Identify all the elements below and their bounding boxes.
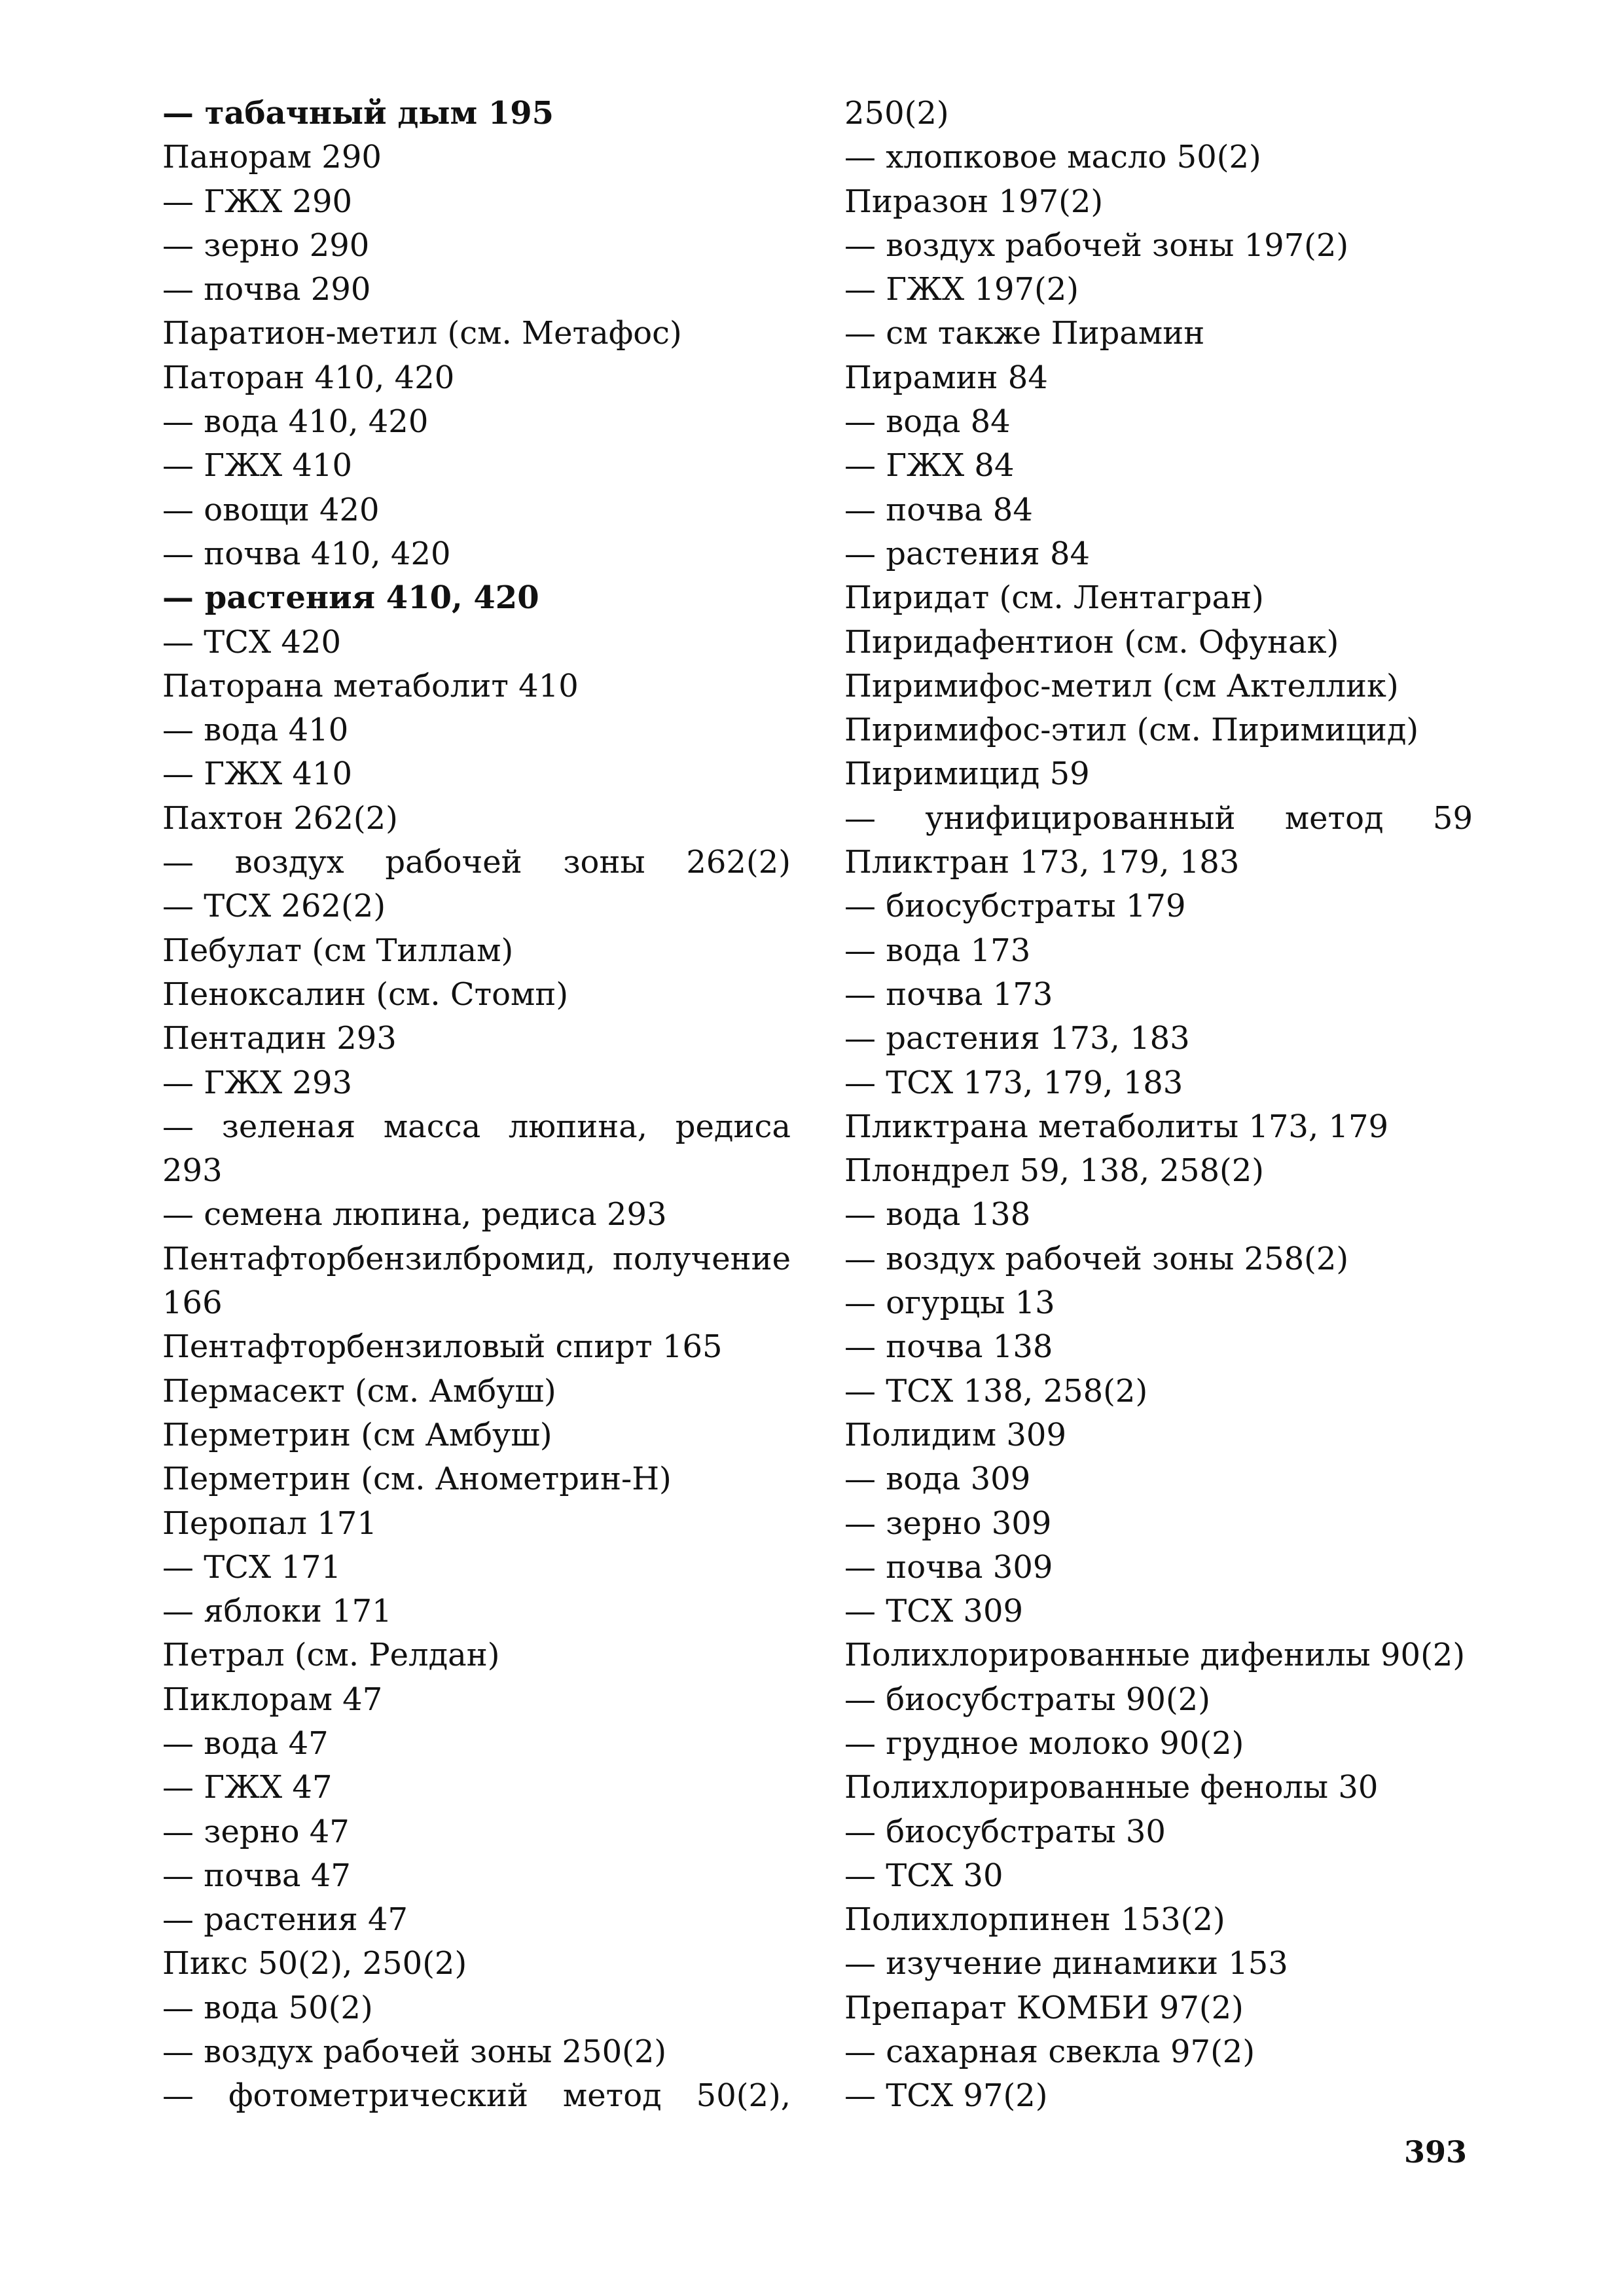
index-entry: — ГЖХ 47	[162, 1769, 333, 1806]
index-entry: Пликтран 173, 179, 183	[844, 844, 1240, 881]
index-entry: Пиклорам 47	[162, 1681, 383, 1718]
index-entry: 250(2)	[844, 95, 949, 132]
index-entry: Паратион-метил (см. Метафос)	[162, 315, 682, 352]
index-entry: Пиразон 197(2)	[844, 183, 1104, 220]
index-entry: — вода 47	[162, 1724, 329, 1762]
index-entry: — почва 410, 420	[162, 535, 451, 572]
page-number: 393	[1403, 2134, 1467, 2170]
index-entry: Препарат КОМБИ 97(2)	[844, 1989, 1244, 2026]
index-entry: — растения 173, 183	[844, 1020, 1190, 1057]
index-entry: — растения 410, 420	[162, 579, 539, 617]
index-entry: — ТСХ 173, 179, 183	[844, 1064, 1183, 1101]
index-entry: — семена люпина, редиса 293	[162, 1196, 667, 1233]
index-entry: Пахтон 262(2)	[162, 799, 398, 837]
index-entry: Пликтрана метаболиты 173, 179	[844, 1108, 1389, 1145]
index-entry: — зерно 290	[162, 227, 370, 264]
index-entry: — биосубстраты 179	[844, 888, 1186, 925]
index-entry: Пермасект (см. Амбуш)	[162, 1372, 556, 1410]
index-entry: Петрал (см. Релдан)	[162, 1637, 500, 1674]
index-entry: — вода 84	[844, 403, 1011, 441]
index-entry: Полихлорпинен 153(2)	[844, 1901, 1225, 1939]
index-entry: — зерно 47	[162, 1813, 350, 1850]
index-entry: Патоpан 410, 420	[162, 359, 455, 396]
index-entry: — ГЖХ 84	[844, 447, 1015, 484]
index-entry: Перметрин (см Амбуш)	[162, 1416, 552, 1453]
index-entry: Паторана метаболит 410	[162, 667, 579, 704]
index-entry: 166	[162, 1285, 223, 1322]
index-entry: — растения 47	[162, 1901, 408, 1939]
index-entry: — ГЖХ 197(2)	[844, 271, 1079, 308]
index-entry: — вода 173	[844, 932, 1031, 969]
index-entry: — почва 173	[844, 975, 1053, 1013]
index-entry: 293	[162, 1152, 223, 1190]
index-entry: — табачный дым 195	[162, 95, 554, 132]
index-entry: Пентафторбензиловый спирт 165	[162, 1328, 723, 1366]
index-entry: — воздух рабочей зоны 250(2)	[162, 2033, 667, 2071]
index-entry: Пебулат (см Тиллам)	[162, 932, 514, 969]
index-entry: — воздух рабочей зоны 262(2)	[162, 844, 791, 881]
index-entry: — сахарная свекла 97(2)	[844, 2033, 1255, 2071]
index-entry: Перопал 171	[162, 1504, 377, 1542]
index-entry: Пиридат (см. Лентагран)	[844, 579, 1264, 617]
index-column-right	[844, 92, 1499, 2119]
index-entry: — биосубстраты 90(2)	[844, 1681, 1210, 1718]
index-entry: — вода 410	[162, 712, 349, 749]
index-entry: Пентадин 293	[162, 1020, 397, 1057]
index-entry: — воздух рабочей зоны 258(2)	[844, 1240, 1349, 1277]
index-entry: — зеленая масса люпина, редиса	[162, 1108, 791, 1145]
index-entry: — ГЖХ 410	[162, 447, 353, 484]
index-entry: — ГЖХ 410	[162, 756, 353, 793]
index-entry: — ТСХ 309	[844, 1593, 1024, 1630]
index-entry: — ТСХ 97(2)	[844, 2077, 1048, 2115]
index-entry: — почва 138	[844, 1328, 1053, 1366]
index-entry: — яблоки 171	[162, 1593, 392, 1630]
index-entry: Пиримифос-метил (см Актеллик)	[844, 667, 1399, 704]
index-entry: — ГЖХ 290	[162, 183, 353, 220]
index-entry: — почва 290	[162, 271, 371, 308]
index-entry: Перметрин (см. Анометрин-Н)	[162, 1461, 672, 1498]
index-entry: Пирамин 84	[844, 359, 1048, 396]
index-entry: Пикс 50(2), 250(2)	[162, 1945, 467, 1982]
index-entry: Пеноксалин (см. Стомп)	[162, 975, 569, 1013]
index-entry: — ТСХ 420	[162, 623, 342, 661]
index-entry: — грудное молоко 90(2)	[844, 1724, 1244, 1762]
index-entry: — почва 47	[162, 1857, 351, 1894]
index-entry: Полихлорированные дифенилы 90(2)	[844, 1637, 1466, 1674]
index-entry: — ГЖХ 293	[162, 1064, 353, 1101]
index-entry: — воздух рабочей зоны 197(2)	[844, 227, 1349, 264]
index-entry: — хлопковое масло 50(2)	[844, 139, 1261, 176]
index-column-left	[162, 92, 817, 2119]
index-entry: — растения 84	[844, 535, 1091, 572]
index-entry: Полихлорированные фенолы 30	[844, 1769, 1379, 1806]
index-entry: — зерно 309	[844, 1504, 1052, 1542]
index-entry: — огурцы 13	[844, 1285, 1055, 1322]
index-entry: — ТСХ 30	[844, 1857, 1003, 1894]
index-entry: — почва 309	[844, 1548, 1053, 1586]
index-entry: — вода 309	[844, 1461, 1031, 1498]
index-entry: — овощи 420	[162, 491, 380, 528]
index-entry: Панорам 290	[162, 139, 382, 176]
index-entry: Пиримифос-этил (см. Пиримицид)	[844, 712, 1419, 749]
index-entry: — вода 50(2)	[162, 1989, 373, 2026]
index-entry: — ТСХ 171	[162, 1548, 342, 1586]
index-entry: — унифицированный метод 59	[844, 799, 1473, 837]
index-entry: Пиридафентион (см. Офунак)	[844, 623, 1339, 661]
index-entry: — вода 138	[844, 1196, 1031, 1233]
index-entry: — ТСХ 262(2)	[162, 888, 386, 925]
index-entry: Плондрел 59, 138, 258(2)	[844, 1152, 1265, 1190]
index-entry: — почва 84	[844, 491, 1033, 528]
index-entry: — вода 410, 420	[162, 403, 429, 441]
index-entry: — фотометрический метод 50(2),	[162, 2077, 791, 2115]
index-entry: Пентафторбензилбромид, получение	[162, 1240, 791, 1277]
index-entry: — изучение динамики 153	[844, 1945, 1288, 1982]
index-entry: Полидим 309	[844, 1416, 1066, 1453]
index-entry: — см также Пирамин	[844, 315, 1205, 352]
index-entry: Пиримицид 59	[844, 756, 1090, 793]
index-entry: — ТСХ 138, 258(2)	[844, 1372, 1148, 1410]
index-entry: — биосубстраты 30	[844, 1813, 1166, 1850]
